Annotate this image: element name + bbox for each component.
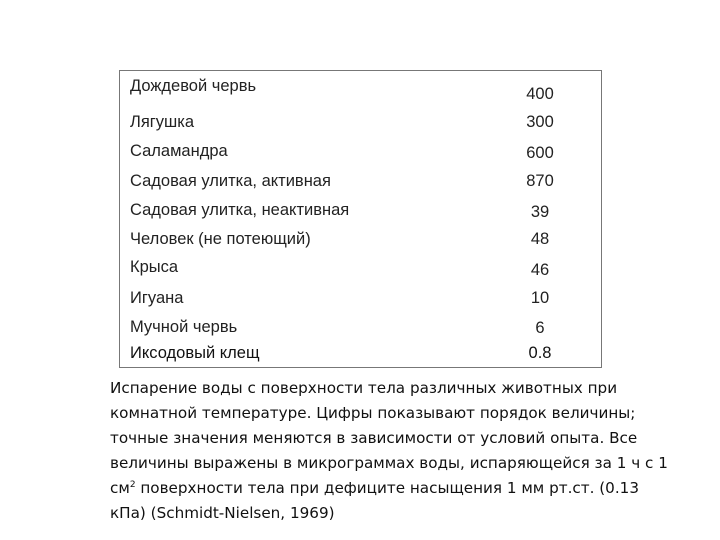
animal-name: Мучной червь <box>130 318 238 336</box>
evaporation-value: 870 <box>526 172 554 190</box>
table-row <box>120 142 601 166</box>
table-row <box>120 230 601 254</box>
evaporation-value: 600 <box>526 144 554 162</box>
animal-name: Крыса <box>130 258 179 276</box>
table-row <box>120 344 601 368</box>
table-row <box>120 289 601 313</box>
animal-name: Человек (не потеющий) <box>130 230 311 248</box>
table-row <box>120 318 601 342</box>
table-row <box>120 77 601 101</box>
evaporation-value: 39 <box>530 203 550 221</box>
evaporation-value: 10 <box>530 289 550 307</box>
animal-name: Лягушка <box>130 113 195 131</box>
table-caption <box>110 376 670 526</box>
animal-name: Игуана <box>130 289 184 307</box>
animal-name: Саламандра <box>130 142 228 160</box>
table-row <box>120 172 601 196</box>
table-row <box>120 258 601 282</box>
evaporation-table <box>119 70 602 368</box>
animal-name: Иксодовый клещ <box>130 344 260 362</box>
evaporation-value: 48 <box>530 230 550 248</box>
evaporation-value: 0.8 <box>528 344 552 362</box>
caption-text: Испарение воды с поверхности тела различных животных при комнатной температуре. Цифры показывают порядок величины; точные значения меняются в зависимости от условий опыта. Все величины выражены в микрограммах воды, испаряющейся за 1 ч с 1 см <box>110 379 668 497</box>
evaporation-value: 300 <box>526 113 554 131</box>
animal-name: Дождевой червь <box>130 77 257 95</box>
superscript-exponent: 2 <box>129 480 136 490</box>
table-row <box>120 201 601 225</box>
evaporation-value: 400 <box>526 85 554 103</box>
evaporation-value: 6 <box>535 319 545 337</box>
evaporation-value: 46 <box>530 261 550 279</box>
caption-text-continued: поверхности тела при дефиците насыщения 1 мм рт.ст. (0.13 кПа) (Schmidt-Nielsen, 1969) <box>110 479 639 522</box>
caption-paragraph <box>110 376 670 526</box>
table-row <box>120 113 601 137</box>
animal-name: Садовая улитка, активная <box>130 172 331 190</box>
animal-name: Садовая улитка, неактивная <box>130 201 350 219</box>
